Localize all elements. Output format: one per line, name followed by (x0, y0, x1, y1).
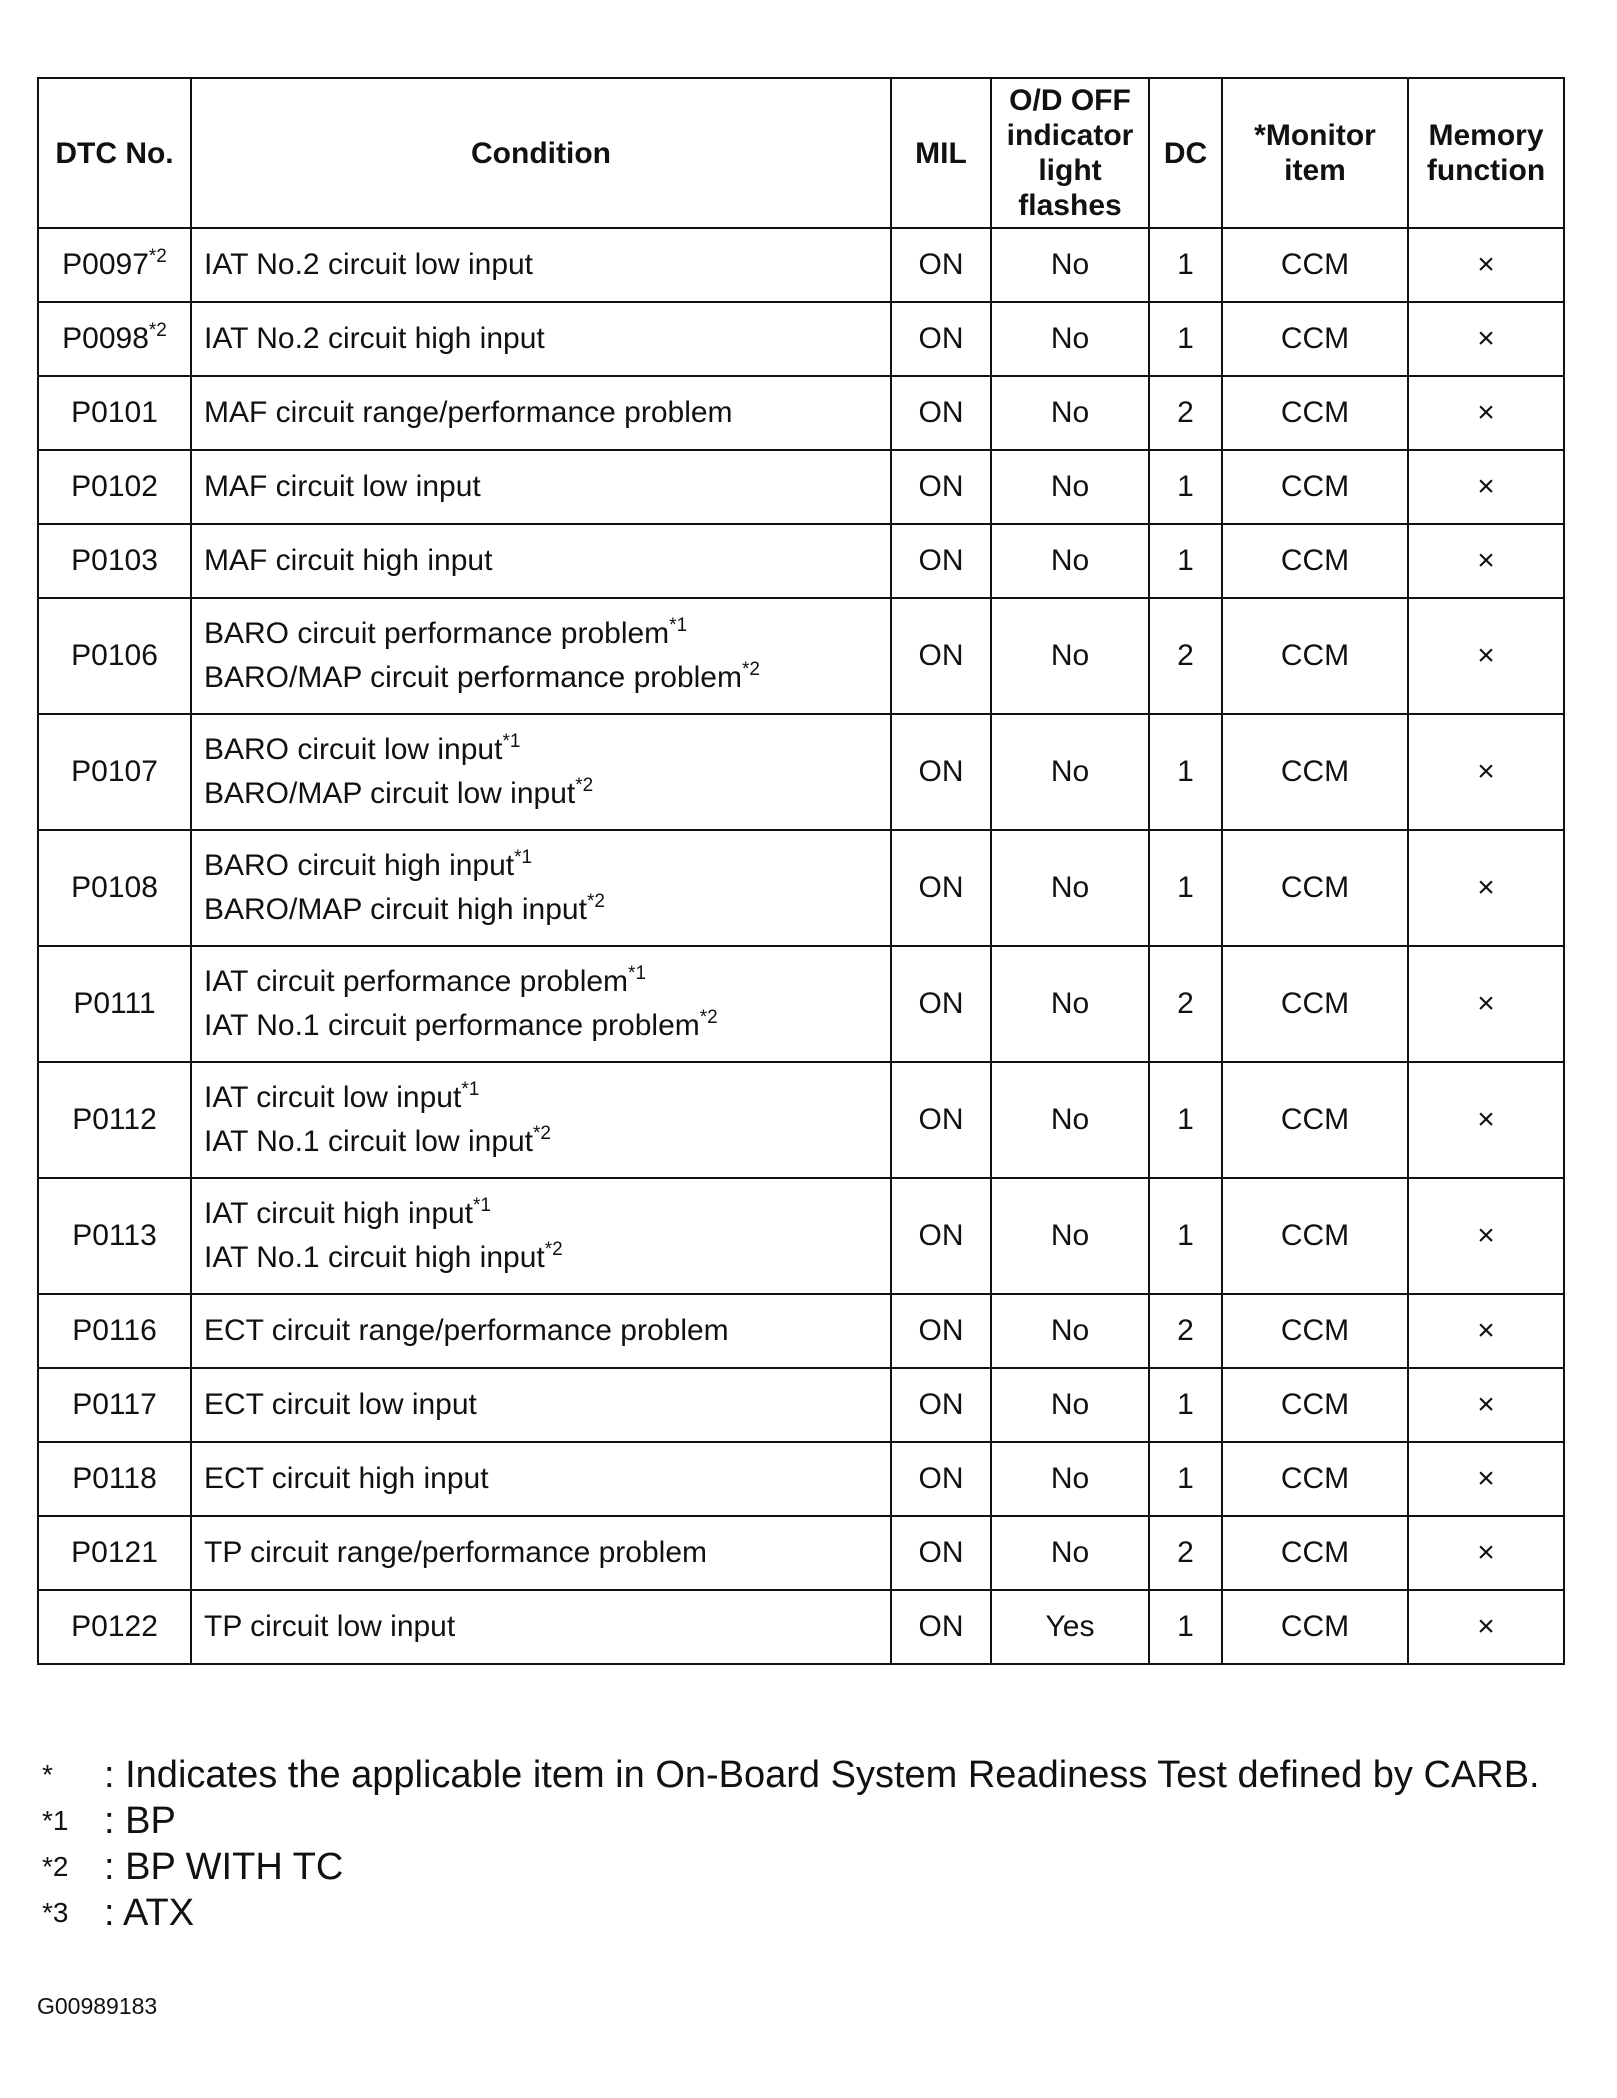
monitor-item-cell: CCM (1222, 302, 1408, 376)
memory-function-cell: × (1408, 830, 1564, 946)
condition-footnote: *1 (473, 1195, 491, 1216)
condition-text: IAT No.1 circuit low input (204, 1125, 534, 1158)
dc-cell: 1 (1149, 1178, 1222, 1294)
dtc-code-footnote: *2 (148, 320, 167, 341)
footnote-text: : ATX (104, 1892, 195, 1934)
memory-function-cell: × (1408, 1294, 1564, 1368)
condition-footnote: *1 (502, 731, 521, 752)
od-off-cell: No (991, 450, 1149, 524)
header-dc: DC (1149, 78, 1222, 228)
dtc-code: P0117 (72, 1388, 157, 1421)
table-row (38, 524, 1564, 598)
condition-line (204, 1531, 880, 1575)
footnote-text: : BP (104, 1800, 176, 1842)
header-condition: Condition (191, 78, 891, 228)
condition-footnote: *2 (533, 1123, 551, 1144)
dtc-code: P0106 (71, 639, 158, 672)
condition-line (204, 656, 880, 700)
condition-footnote: *2 (699, 1007, 718, 1028)
dtc-code-cell (38, 1442, 191, 1516)
monitor-item-cell: CCM (1222, 1442, 1408, 1516)
monitor-item-cell: CCM (1222, 1062, 1408, 1178)
mil-cell: ON (891, 302, 991, 376)
header-monitor-item: *Monitor item (1222, 78, 1408, 228)
dtc-code: P0111 (73, 987, 156, 1020)
condition-text: IAT No.2 circuit low input (204, 248, 534, 281)
monitor-item-cell: CCM (1222, 830, 1408, 946)
condition-cell (191, 1294, 891, 1368)
dtc-code: P0113 (72, 1219, 157, 1252)
table-row (38, 1294, 1564, 1368)
monitor-item-cell: CCM (1222, 450, 1408, 524)
condition-text: TP circuit range/performance problem (204, 1536, 707, 1569)
condition-cell (191, 830, 891, 946)
od-off-cell: No (991, 946, 1149, 1062)
monitor-item-cell: CCM (1222, 228, 1408, 302)
memory-function-cell: × (1408, 228, 1564, 302)
condition-text: ECT circuit range/performance problem (204, 1314, 729, 1347)
header-dtc-no: DTC No. (38, 78, 191, 228)
dtc-code: P0116 (72, 1314, 157, 1347)
dtc-code-cell (38, 1590, 191, 1664)
condition-line (204, 1192, 880, 1236)
condition-text: IAT circuit performance problem (204, 965, 629, 998)
dtc-code-cell (38, 524, 191, 598)
table-row (38, 1178, 1564, 1294)
dtc-code-cell (38, 1178, 191, 1294)
memory-function-cell: × (1408, 302, 1564, 376)
footnote-row (42, 1890, 1582, 1936)
condition-line (204, 1076, 880, 1120)
dtc-code: P0102 (71, 470, 158, 503)
dc-cell: 2 (1149, 1294, 1222, 1368)
dc-cell: 1 (1149, 450, 1222, 524)
mil-cell: ON (891, 524, 991, 598)
dc-cell: 1 (1149, 1590, 1222, 1664)
dtc-code: P0122 (71, 1610, 158, 1643)
dc-cell: 1 (1149, 228, 1222, 302)
od-off-cell: No (991, 302, 1149, 376)
condition-cell (191, 1178, 891, 1294)
dc-cell: 2 (1149, 598, 1222, 714)
footnote-key: *2 (42, 1851, 69, 1882)
dtc-code-cell (38, 830, 191, 946)
condition-text: IAT circuit low input (204, 1081, 462, 1114)
od-off-cell: No (991, 524, 1149, 598)
condition-footnote: *2 (586, 891, 605, 912)
od-off-cell: No (991, 1178, 1149, 1294)
memory-function-cell: × (1408, 1178, 1564, 1294)
condition-line (204, 1004, 880, 1048)
od-off-cell: No (991, 714, 1149, 830)
memory-function-cell: × (1408, 1516, 1564, 1590)
dtc-table (37, 77, 1565, 1665)
dtc-code: P0097 (62, 248, 149, 281)
condition-cell (191, 714, 891, 830)
table-row (38, 376, 1564, 450)
memory-function-cell: × (1408, 450, 1564, 524)
dc-cell: 2 (1149, 1516, 1222, 1590)
condition-line (204, 1120, 880, 1164)
monitor-item-cell: CCM (1222, 1516, 1408, 1590)
mil-cell: ON (891, 1590, 991, 1664)
condition-cell (191, 1516, 891, 1590)
table-row (38, 1516, 1564, 1590)
mil-cell: ON (891, 450, 991, 524)
condition-cell (191, 1442, 891, 1516)
condition-line (204, 391, 880, 435)
od-off-cell: No (991, 598, 1149, 714)
dc-cell: 1 (1149, 302, 1222, 376)
condition-footnote: *1 (628, 963, 647, 984)
mil-cell: ON (891, 228, 991, 302)
condition-text: MAF circuit range/performance problem (204, 396, 733, 429)
monitor-item-cell: CCM (1222, 946, 1408, 1062)
condition-cell (191, 946, 891, 1062)
condition-line (204, 888, 880, 932)
condition-text: IAT No.1 circuit high input (204, 1241, 545, 1274)
dtc-code-cell (38, 714, 191, 830)
table-row (38, 946, 1564, 1062)
condition-cell (191, 302, 891, 376)
dc-cell: 1 (1149, 1442, 1222, 1516)
condition-cell (191, 1368, 891, 1442)
mil-cell: ON (891, 1062, 991, 1178)
dtc-code: P0107 (71, 755, 158, 788)
condition-line (204, 539, 880, 583)
condition-cell (191, 598, 891, 714)
mil-cell: ON (891, 376, 991, 450)
footnotes (42, 1752, 1582, 1936)
mil-cell: ON (891, 830, 991, 946)
dtc-code-cell (38, 598, 191, 714)
table-row (38, 302, 1564, 376)
footnote-key: *3 (42, 1897, 69, 1928)
od-off-cell: No (991, 830, 1149, 946)
mil-cell: ON (891, 1442, 991, 1516)
dtc-code: P0103 (71, 544, 158, 577)
dtc-code: P0108 (71, 871, 158, 904)
footnote-row (42, 1844, 1582, 1890)
condition-line (204, 772, 880, 816)
mil-cell: ON (891, 946, 991, 1062)
dtc-code-cell (38, 1516, 191, 1590)
condition-line (204, 728, 880, 772)
condition-text: TP circuit low input (204, 1610, 456, 1643)
monitor-item-cell: CCM (1222, 1294, 1408, 1368)
dc-cell: 1 (1149, 524, 1222, 598)
dc-cell: 2 (1149, 946, 1222, 1062)
condition-text: BARO circuit high input (204, 849, 515, 882)
monitor-item-cell: CCM (1222, 376, 1408, 450)
footnote-row (42, 1798, 1582, 1844)
dtc-code-cell (38, 1368, 191, 1442)
condition-line (204, 1457, 880, 1501)
memory-function-cell: × (1408, 946, 1564, 1062)
od-off-cell: No (991, 376, 1149, 450)
table-row (38, 714, 1564, 830)
dtc-code: P0101 (71, 396, 158, 429)
table-row (38, 1590, 1564, 1664)
monitor-item-cell: CCM (1222, 524, 1408, 598)
condition-cell (191, 450, 891, 524)
condition-cell (191, 228, 891, 302)
mil-cell: ON (891, 714, 991, 830)
table-row (38, 1368, 1564, 1442)
dc-cell: 1 (1149, 830, 1222, 946)
dtc-code: P0118 (72, 1462, 157, 1495)
condition-line (204, 1236, 880, 1280)
dtc-code: P0098 (62, 322, 149, 355)
dtc-code-cell (38, 1294, 191, 1368)
footnote-row (42, 1752, 1582, 1798)
table-row (38, 598, 1564, 714)
condition-text: ECT circuit high input (204, 1462, 489, 1495)
mil-cell: ON (891, 1294, 991, 1368)
condition-text: IAT No.1 circuit performance problem (204, 1009, 700, 1042)
dtc-code: P0112 (72, 1103, 157, 1136)
monitor-item-cell: CCM (1222, 1590, 1408, 1664)
condition-line (204, 243, 880, 287)
condition-line (204, 1605, 880, 1649)
dtc-code: P0121 (71, 1536, 158, 1569)
table-row (38, 450, 1564, 524)
memory-function-cell: × (1408, 376, 1564, 450)
figure-code: G00989183 (37, 1993, 158, 2019)
condition-text: IAT circuit high input (204, 1197, 474, 1230)
footnote-key: * (42, 1759, 53, 1790)
condition-text: BARO circuit low input (204, 733, 503, 766)
dtc-code-cell (38, 946, 191, 1062)
condition-line (204, 1383, 880, 1427)
condition-cell (191, 376, 891, 450)
condition-line (204, 317, 880, 361)
condition-line (204, 612, 880, 656)
condition-text: BARO/MAP circuit high input (204, 893, 587, 926)
od-off-cell: No (991, 1368, 1149, 1442)
condition-text: BARO/MAP circuit low input (204, 777, 576, 810)
monitor-item-cell: CCM (1222, 1178, 1408, 1294)
condition-cell (191, 524, 891, 598)
dtc-code-cell (38, 1062, 191, 1178)
table-row (38, 228, 1564, 302)
footnote-text: : Indicates the applicable item in On-Board System Readiness Test defined by CARB. (104, 1754, 1540, 1796)
footnote-text: : BP WITH TC (104, 1846, 344, 1888)
od-off-cell: No (991, 1442, 1149, 1516)
memory-function-cell: × (1408, 714, 1564, 830)
table-row (38, 1442, 1564, 1516)
memory-function-cell: × (1408, 1368, 1564, 1442)
header-od-off: O/D OFF indicator light flashes (991, 78, 1149, 228)
condition-footnote: *2 (544, 1239, 563, 1260)
condition-footnote: *1 (514, 847, 533, 868)
dtc-code-cell (38, 228, 191, 302)
condition-cell (191, 1590, 891, 1664)
monitor-item-cell: CCM (1222, 598, 1408, 714)
dc-cell: 1 (1149, 714, 1222, 830)
condition-text: BARO/MAP circuit performance problem (204, 661, 742, 694)
condition-footnote: *2 (575, 775, 594, 796)
monitor-item-cell: CCM (1222, 1368, 1408, 1442)
dtc-code-cell (38, 302, 191, 376)
table-body (38, 228, 1564, 1664)
dtc-code-cell (38, 450, 191, 524)
dc-cell: 1 (1149, 1368, 1222, 1442)
condition-line (204, 1309, 880, 1353)
mil-cell: ON (891, 1368, 991, 1442)
footnote-key: *1 (42, 1805, 69, 1836)
dtc-code-footnote: *2 (148, 246, 167, 267)
condition-text: ECT circuit low input (204, 1388, 477, 1421)
od-off-cell: Yes (991, 1590, 1149, 1664)
dtc-code-cell (38, 376, 191, 450)
memory-function-cell: × (1408, 598, 1564, 714)
condition-line (204, 960, 880, 1004)
header-memory-function: Memory function (1408, 78, 1564, 228)
condition-text: IAT No.2 circuit high input (204, 322, 545, 355)
condition-footnote: *1 (461, 1079, 480, 1100)
dc-cell: 2 (1149, 376, 1222, 450)
condition-line (204, 465, 880, 509)
header-row (38, 78, 1564, 228)
mil-cell: ON (891, 1178, 991, 1294)
condition-text: BARO circuit performance problem (204, 617, 670, 650)
memory-function-cell: × (1408, 1442, 1564, 1516)
condition-text: MAF circuit high input (204, 544, 493, 577)
od-off-cell: No (991, 1062, 1149, 1178)
memory-function-cell: × (1408, 524, 1564, 598)
table-row (38, 830, 1564, 946)
monitor-item-cell: CCM (1222, 714, 1408, 830)
mil-cell: ON (891, 1516, 991, 1590)
od-off-cell: No (991, 228, 1149, 302)
mil-cell: ON (891, 598, 991, 714)
condition-line (204, 844, 880, 888)
condition-text: MAF circuit low input (204, 470, 481, 503)
memory-function-cell: × (1408, 1062, 1564, 1178)
condition-footnote: *1 (669, 615, 688, 636)
condition-cell (191, 1062, 891, 1178)
od-off-cell: No (991, 1516, 1149, 1590)
memory-function-cell: × (1408, 1590, 1564, 1664)
od-off-cell: No (991, 1294, 1149, 1368)
table-row (38, 1062, 1564, 1178)
condition-footnote: *2 (741, 659, 760, 680)
dc-cell: 1 (1149, 1062, 1222, 1178)
header-mil: MIL (891, 78, 991, 228)
